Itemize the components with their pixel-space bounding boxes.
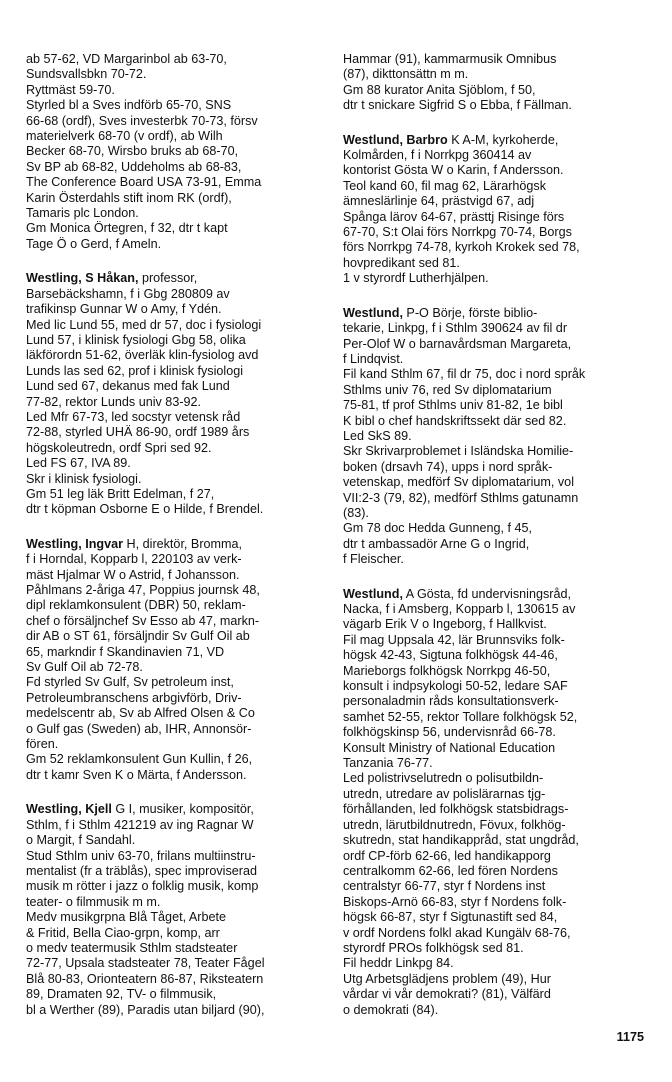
entry-line: Lund sed 67, dekanus med fak Lund [26,379,230,394]
entry-line: 1 v styrordf Lutherhjälpen. [343,271,489,286]
entry-line: Fd styrled Sv Gulf, Sv petroleum inst, [26,675,234,690]
entry-line: dir AB o ST 61, försäljndir Sv Gulf Oil ab [26,629,250,644]
entry-headname: Westlund, [343,305,403,320]
entry-line: dtr t köpman Osborne E o Hilde, f Brendel. [26,502,264,517]
entry-headname: Westling, S Håkan, [26,271,139,286]
entry-line: Stud Sthlm univ 63-70, frilans multiinstru- [26,848,256,863]
entry-line: medelscentr ab, Sv ab Alfred Olsen & Co [26,706,255,721]
entry-line: 66-68 (ordf), Sves investerbk 70-73, försv [26,113,258,128]
entry-line: tekarie, Linkpg, f i Sthlm 390624 av fil dr [343,321,568,336]
entry-westlund-barbro [343,133,648,287]
entry-line: centralkomm 62-66, led fören Nordens [343,863,558,878]
entry-line: (83). [343,505,369,520]
entry-line: Tage Ö o Gerd, f Ameln. [26,236,162,251]
entry-line: Biskops-Arnö 66-83, styr f Nordens folk- [343,894,567,909]
entry-line: Westling, S Håkan, professor, [26,271,198,286]
entry-line: Gm 52 reklamkonsulent Gun Kullin, f 26, [26,752,253,767]
entry-line: VII:2-3 (79, 82), medförf Sthlms gatunamn [343,490,579,505]
entry-line: Karin Österdahls stift inom RK (ordf), [26,190,232,205]
entry-line: centralstyr 66-77, styr f Nordens inst [343,879,546,894]
entry-line: (87), dikttonsättn m m. [343,67,469,82]
entry-line: f i Horndal, Kopparb l, 220103 av verk- [26,552,242,567]
entry-line: Lund 57, i klinisk fysiologi Gbg 58, olika [26,332,246,347]
entry-line: Utg Arbetsglädjens problem (49), Hur [343,971,551,986]
entry-line: o demokrati (84). [343,1002,439,1017]
entry-line: fören. [26,737,59,752]
entry-line: högsk 42-43, Sigtuna folkhögsk 44-46, [343,648,558,663]
entry-line: Skr i klinisk fysiologi. [26,471,142,486]
entry-line: Konsult Ministry of National Education [343,740,556,755]
entry-headname: Westlund, [343,586,403,601]
entry-line: Led polistrivselutredn o polisutbildn- [343,771,544,786]
entry-line: Lunds las sed 62, prof i klinisk fysiologi [26,363,244,378]
page-number: 1175 [616,1030,644,1044]
entry-line: Westlund, A Gösta, fd undervisningsråd, [343,586,571,601]
entry-line: Westlund, P-O Börje, förste biblio- [343,305,538,320]
entry-line: Sthlms univ 76, red Sv diplomatarium [343,382,552,397]
entry-line: ämneslärlinje 64, prästvigd 67, adj [343,194,535,209]
entry-line: dtr t ambassadör Arne G o Ingrid, [343,536,530,551]
entry-line: Petroleumbranschens arbgivförb, Driv- [26,690,242,705]
entry-line: Nacka, f i Amsberg, Kopparb l, 130615 av [343,602,576,616]
entry-line: vetenskap, medförf Sv diplomatarium, vol [343,475,574,490]
entry-line: ordf CP-förb 62-66, led handikapporg [343,848,551,863]
entry-line: bl a Werther (89), Paradis utan biljard (90), [26,1002,265,1017]
entry-line: samhet 52-55, rektor Tollare folkhögsk 52, [343,709,578,724]
entry-line: Westling, Ingvar H, direktör, Bromma, [26,536,243,551]
entry-line: 65, markndir f Skandinavien 71, VD [26,644,225,659]
entry-line: Påhlmans 2-åriga 47, Poppius journsk 48, [26,583,260,597]
entry-line: K bibl o chef handskriftssekt där sed 82. [343,413,567,428]
entry-line: materielverk 68-70 (v ordf), ab Wilh [26,129,223,144]
entry-line: 72-88, styrled UHÄ 86-90, ordf 1989 års [26,425,250,440]
right-column [343,52,648,1037]
entry-line: Spånga lärov 64-67, prästtj Risinge förs [343,209,565,224]
entry-line: skutredn, stat handikappråd, stat ungdråd, [343,833,579,848]
entry-line: Led SkS 89. [343,428,412,443]
entry-line: Led FS 67, IVA 89. [26,456,131,471]
entry-line: & Fritid, Bella Ciao-grpn, komp, arr [26,925,220,940]
entry-line: läkförordn 51-62, överläk klin-fysiolog avd [26,348,259,363]
entry-line: Styrled bl a Sves indförb 65-70, SNS [26,98,232,113]
entry-line: Ryttmäst 59-70. [26,82,115,97]
entry-line: Westlund, Barbro K A-M, kyrkoherde, [343,132,559,147]
entry-line: o Margit, f Sandahl. [26,833,136,848]
entry-line: Tanzania 76-77. [343,756,433,771]
entry-line: musik m rötter i jazz o folklig musik, komp [26,879,259,894]
entry-line: teater- o filmmusik m m. [26,894,161,909]
entry-line: utredn, lärutbildnutredn, Fövux, folkhög- [343,817,566,832]
entry-headname: Westlund, Barbro [343,132,448,147]
entry-line: Blå 80-83, Orionteatern 86-87, Riksteatern [26,971,264,986]
entry-line: Becker 68-70, Wirsbo bruks ab 68-70, [26,144,239,159]
entry-line: Sundsvallsbkn 70-72. [26,67,147,82]
entry-line: Gm 88 kurator Anita Sjöblom, f 50, [343,82,536,97]
entry-line: högskoleutredn, ordf Spri sed 92. [26,440,212,455]
entry-line: Gm 78 doc Hedda Gunneng, f 45, [343,521,533,536]
entry-line: Barsebäckshamn, f i Gbg 280809 av [26,286,230,301]
entry-line: 75-81, tf prof Sthlms univ 81-82, 1e bibl [343,398,563,413]
left-column [26,52,338,1037]
entry-line: 67-70, S:t Olai förs Norrkpg 70-74, Borgs [343,225,572,240]
entry-line: Gm 51 leg läk Britt Edelman, f 27, [26,486,215,501]
entry-line: chef o försäljnchef Sv Esso ab 47, markn- [26,613,260,628]
entry-line: ab 57-62, VD Margarinbol ab 63-70, [26,52,227,66]
entry-line: v ordf Nordens folkl akad Kungälv 68-76, [343,925,571,940]
entry-line: Fil kand Sthlm 67, fil dr 75, doc i nord språk [343,367,586,382]
entry-line: styrordf PROs folkhögsk sed 81. [343,940,524,955]
entry-line: högsk 66-87, styr f Sigtunastift sed 84, [343,910,558,925]
entry-line: konsult i indpsykologi 50-52, ledare SAF [343,679,568,694]
entry-westlund-gosta [343,587,648,1018]
entry-line: Hammar (91), kammarmusik Omnibus [343,52,557,66]
entry-line: Gm Monica Örtegren, f 32, dtr t kapt [26,221,228,236]
entry-westlund-borje [343,306,648,568]
entry-line: Sv Gulf Oil ab 72-78. [26,660,143,675]
entry-line: förs Norrkpg 74-78, kyrkoh Krokek sed 78, [343,240,580,255]
entry-line: Tamaris plc London. [26,206,139,221]
entry-line: Led Mfr 67-73, led socstyr vetensk råd [26,409,241,424]
entry-line: personaladmin råds konsultationsverk- [343,694,559,709]
entry-line: mäst Hjalmar W o Astrid, f Johansson. [26,567,240,582]
entry-line: The Conference Board USA 73-91, Emma [26,175,262,190]
entry-line: boken (drsavh 74), upps i nord språk- [343,459,553,474]
entry-line: Marieborgs folkhögsk Norrkpg 46-50, [343,663,551,678]
entry-line: Kolmården, f i Norrkpg 360414 av [343,148,532,163]
entry-line: 77-82, rektor Lunds univ 83-92. [26,394,202,409]
entry-line: utredn, utredare av polislärarnas tjg- [343,786,546,801]
entry-line: vårdar vi vår demokrati? (81), Välfärd [343,987,551,1002]
entry-line: 72-77, Upsala stadsteater 78, Teater Fågel [26,956,265,971]
entry-line: f Fleischer. [343,552,404,567]
entry-line: förhållanden, led folkhögsk statsbidrags- [343,802,569,817]
entry-line: 89, Dramaten 92, TV- o filmmusik, [26,987,217,1002]
entry-westling-kjell [26,802,338,1018]
entry-line: o medv teatermusik Sthlm stadsteater [26,940,238,955]
entry-line: dipl reklamkonsulent (DBR) 50, reklam- [26,598,246,613]
entry-line: Sthlm, f i Sthlm 421219 av ing Ragnar W [26,817,254,832]
entry-westling-ingvar [26,537,338,784]
entry-line: Teol kand 60, fil mag 62, Lärarhögsk [343,178,547,193]
entry-line: vägarb Erik V o Ingeborg, f Hallkvist. [343,617,547,632]
entry-line: kontorist Gösta W o Karin, f Andersson. [343,163,564,178]
entry-westling-hakan [26,271,338,518]
entry-line: Medv musikgrpna Blå Tåget, Arbete [26,910,226,925]
entry-continued [26,52,338,252]
entry-line: Per-Olof W o barnavårdsman Margareta, [343,336,572,351]
entry-line: dtr t snickare Sigfrid S o Ebba, f Fällman. [343,98,572,113]
entry-continued [343,52,648,114]
entry-line: folkhögskinsp 56, undervisnråd 66-78. [343,725,556,740]
entry-line: hovpredikant sed 81. [343,255,460,270]
entry-line: f Lindqvist. [343,351,404,366]
entry-line: Skr Skrivarproblemet i Isländska Homilie- [343,444,574,459]
entry-line: trafikinsp Gunnar W o Amy, f Ydén. [26,302,222,317]
entry-headname: Westling, Ingvar [26,536,124,551]
entry-line: Westling, Kjell G I, musiker, kompositör, [26,802,254,817]
entry-headname: Westling, Kjell [26,802,112,817]
entry-line: dtr t kamr Sven K o Märta, f Andersson. [26,767,247,782]
entry-line: Med lic Lund 55, med dr 57, doc i fysiologi [26,317,262,332]
entry-line: Fil mag Uppsala 42, lär Brunnsviks folk- [343,632,565,647]
entry-line: mentalist (fr a träblås), spec improviserad [26,863,257,878]
entry-line: Fil heddr Linkpg 84. [343,956,454,971]
entry-line: Sv BP ab 68-82, Uddeholms ab 68-83, [26,159,242,174]
entry-line: o Gulf gas (Sweden) ab, IHR, Annonsör- [26,721,252,736]
